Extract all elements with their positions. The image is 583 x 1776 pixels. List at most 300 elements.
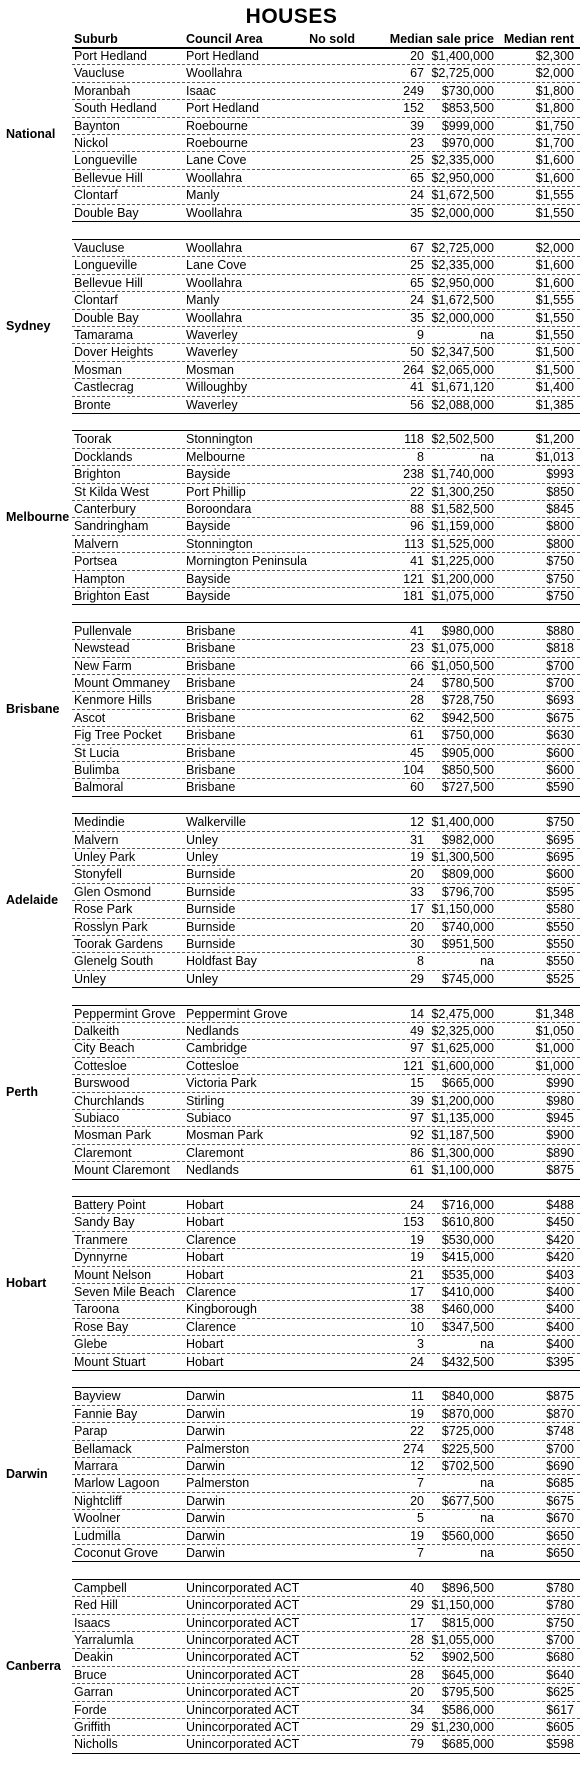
median-sale-price-cell: $1,300,500 — [431, 849, 494, 864]
median-sale-price-cell: $1,300,000 — [431, 1145, 494, 1160]
council-area-cell: Cambridge — [186, 1041, 248, 1056]
median-sale-price-cell: $905,000 — [441, 745, 494, 760]
table-row — [72, 1528, 580, 1545]
council-area-cell: Waverley — [186, 397, 238, 412]
median-rent-cell: $695 — [546, 832, 574, 847]
median-rent-cell: $818 — [546, 641, 574, 656]
no-sold-cell: 25 — [410, 153, 424, 168]
no-sold-cell: 24 — [410, 1354, 424, 1369]
suburb-cell: Longueville — [74, 153, 138, 168]
median-sale-price-cell: $896,500 — [441, 1580, 494, 1595]
median-sale-price-cell: $1,671,120 — [431, 380, 494, 395]
median-rent-cell: $625 — [546, 1685, 574, 1700]
median-rent-cell: $1,750 — [535, 118, 574, 133]
median-sale-price-cell: na — [480, 954, 494, 969]
no-sold-cell: 97 — [410, 1110, 424, 1125]
median-rent-cell: $1,600 — [535, 258, 574, 273]
median-rent-cell: $650 — [546, 1528, 574, 1543]
median-rent-cell: $403 — [546, 1267, 574, 1282]
table-row — [72, 571, 580, 588]
median-rent-cell: $1,555 — [535, 188, 574, 203]
median-sale-price-cell: $1,225,000 — [431, 554, 494, 569]
council-area-cell: Willoughby — [186, 380, 248, 395]
median-rent-cell: $748 — [546, 1424, 574, 1439]
table-row — [72, 1075, 580, 1092]
council-area-cell: Darwin — [186, 1511, 225, 1526]
no-sold-cell: 28 — [410, 1632, 424, 1647]
suburb-cell: Rose Bay — [74, 1319, 129, 1334]
median-rent-cell: $1,600 — [535, 275, 574, 290]
council-area-cell: Darwin — [186, 1545, 225, 1560]
no-sold-cell: 41 — [410, 554, 424, 569]
suburb-cell: Dynnyrne — [74, 1250, 128, 1265]
table-row — [72, 1110, 580, 1127]
no-sold-cell: 86 — [410, 1145, 424, 1160]
table-row — [72, 1632, 580, 1649]
suburb-cell: Bellevue Hill — [74, 275, 143, 290]
median-rent-cell: $630 — [546, 728, 574, 743]
median-sale-price-cell: $728,750 — [441, 693, 494, 708]
suburb-cell: Clontarf — [74, 293, 118, 308]
suburb-cell: St Kilda West — [74, 484, 149, 499]
no-sold-cell: 14 — [410, 1006, 424, 1021]
no-sold-cell: 152 — [403, 101, 424, 116]
suburb-cell: Rose Park — [74, 902, 133, 917]
median-rent-cell: $1,550 — [535, 327, 574, 342]
median-sale-price-cell: $951,500 — [441, 936, 494, 951]
median-rent-cell: $1,600 — [535, 170, 574, 185]
council-area-cell: Lane Cove — [186, 153, 247, 168]
median-sale-price-cell: $1,135,000 — [431, 1110, 494, 1125]
median-sale-price-cell: $685,000 — [441, 1737, 494, 1752]
suburb-cell: Toorak Gardens — [74, 936, 163, 951]
no-sold-cell: 29 — [410, 1598, 424, 1613]
council-area-cell: Brisbane — [186, 693, 236, 708]
suburb-cell: Longueville — [74, 258, 138, 273]
no-sold-cell: 62 — [410, 710, 424, 725]
suburb-cell: Glebe — [74, 1337, 108, 1352]
suburb-cell: Port Hedland — [74, 49, 147, 63]
council-area-cell: Cottesloe — [186, 1058, 239, 1073]
table-row — [72, 658, 580, 675]
council-area-cell: Mosman — [186, 362, 234, 377]
no-sold-cell: 29 — [410, 1719, 424, 1734]
suburb-cell: Canterbury — [74, 501, 136, 516]
no-sold-cell: 121 — [403, 1058, 424, 1073]
table-row — [72, 83, 580, 100]
council-area-cell: Subiaco — [186, 1110, 232, 1125]
region-rows — [72, 1006, 580, 1180]
council-area-cell: Clarence — [186, 1232, 237, 1247]
no-sold-cell: 22 — [410, 1424, 424, 1439]
median-rent-cell: $1,800 — [535, 83, 574, 98]
council-area-cell: Brisbane — [186, 641, 236, 656]
council-area-cell: Palmerston — [186, 1441, 250, 1456]
council-area-cell: Nedlands — [186, 1163, 239, 1178]
council-area-cell: Brisbane — [186, 762, 236, 777]
suburb-cell: Moranbah — [74, 83, 131, 98]
no-sold-cell: 50 — [410, 345, 424, 360]
suburb-cell: Marlow Lagoon — [74, 1476, 160, 1491]
median-rent-cell: $400 — [546, 1284, 574, 1299]
council-area-cell: Brisbane — [186, 675, 236, 690]
suburb-cell: Vaucluse — [74, 66, 125, 81]
median-rent-cell: $1,800 — [535, 101, 574, 116]
median-rent-cell: $1,550 — [535, 310, 574, 325]
suburb-cell: Sandy Bay — [74, 1215, 135, 1230]
no-sold-cell: 67 — [410, 66, 424, 81]
median-sale-price-cell: $2,065,000 — [431, 362, 494, 377]
suburb-cell: Claremont — [74, 1145, 132, 1160]
median-sale-price-cell: $809,000 — [441, 867, 494, 882]
council-area-cell: Hobart — [186, 1354, 224, 1369]
no-sold-cell: 24 — [410, 675, 424, 690]
no-sold-cell: 29 — [410, 971, 424, 986]
table-row — [72, 1301, 580, 1318]
table-row — [72, 1162, 580, 1179]
no-sold-cell: 12 — [410, 815, 424, 830]
suburb-cell: Glen Osmond — [74, 884, 152, 899]
council-area-cell: Unincorporated ACT — [186, 1667, 300, 1682]
region-rows — [72, 48, 580, 222]
region-label: Hobart — [6, 1276, 47, 1290]
median-sale-price-cell: na — [480, 1476, 494, 1491]
median-sale-price-cell: $530,000 — [441, 1232, 494, 1247]
median-rent-cell: $550 — [546, 936, 574, 951]
median-sale-price-cell: $702,500 — [441, 1458, 494, 1473]
median-sale-price-cell: $1,100,000 — [431, 1163, 494, 1178]
no-sold-cell: 65 — [410, 275, 424, 290]
median-sale-price-cell: $432,500 — [441, 1354, 494, 1369]
median-rent-cell: $875 — [546, 1163, 574, 1178]
no-sold-cell: 61 — [410, 728, 424, 743]
table-row — [72, 1649, 580, 1666]
median-sale-price-cell: $1,525,000 — [431, 536, 494, 551]
table-row — [72, 1458, 580, 1475]
council-area-cell: Unincorporated ACT — [186, 1702, 300, 1717]
table-row — [72, 65, 580, 82]
no-sold-cell: 19 — [410, 1406, 424, 1421]
median-sale-price-cell: $796,700 — [441, 884, 494, 899]
table-row — [72, 1145, 580, 1162]
median-rent-cell: $395 — [546, 1354, 574, 1369]
column-header-council-area: Council Area — [186, 32, 263, 46]
median-rent-cell: $598 — [546, 1737, 574, 1752]
table-row — [72, 240, 580, 257]
median-rent-cell: $400 — [546, 1302, 574, 1317]
no-sold-cell: 45 — [410, 745, 424, 760]
median-sale-price-cell: $725,000 — [441, 1424, 494, 1439]
median-rent-cell: $595 — [546, 884, 574, 899]
median-rent-cell: $700 — [546, 1441, 574, 1456]
council-area-cell: Bayside — [186, 519, 231, 534]
table-row — [72, 971, 580, 988]
council-area-cell: Unincorporated ACT — [186, 1580, 300, 1595]
median-rent-cell: $580 — [546, 902, 574, 917]
median-sale-price-cell: $415,000 — [441, 1250, 494, 1265]
council-area-cell: Walkerville — [186, 815, 246, 830]
table-row — [72, 675, 580, 692]
council-area-cell: Manly — [186, 293, 220, 308]
region-label: Canberra — [6, 1658, 61, 1673]
region-label: Melbourne — [6, 510, 70, 525]
suburb-cell: Ascot — [74, 710, 106, 725]
table-row — [72, 484, 580, 501]
council-area-cell: Burnside — [186, 919, 236, 934]
median-rent-cell: $700 — [546, 675, 574, 690]
suburb-cell: Glenelg South — [74, 954, 154, 969]
region-label: Sydney — [6, 319, 51, 333]
suburb-cell: Nightcliff — [74, 1493, 122, 1508]
suburb-cell: Bayview — [74, 1389, 121, 1404]
region-rows — [72, 431, 580, 605]
suburb-cell: Bronte — [74, 397, 111, 412]
median-rent-cell: $1,550 — [535, 205, 574, 220]
suburb-cell: Medindie — [74, 815, 125, 830]
median-sale-price-cell: $730,000 — [441, 83, 494, 98]
region-label: National — [6, 127, 56, 141]
median-rent-cell: $880 — [546, 623, 574, 638]
median-rent-cell: $750 — [546, 1615, 574, 1630]
council-area-cell: Unincorporated ACT — [186, 1615, 300, 1630]
median-sale-price-cell: $2,725,000 — [431, 241, 494, 255]
median-rent-cell: $600 — [546, 762, 574, 777]
suburb-cell: Double Bay — [74, 310, 139, 325]
table-row — [72, 1493, 580, 1510]
council-area-cell: Mosman Park — [186, 1128, 264, 1143]
median-rent-cell: $845 — [546, 501, 574, 516]
table-row — [72, 1093, 580, 1110]
table-row — [72, 397, 580, 414]
council-area-cell: Hobart — [186, 1215, 224, 1230]
table-row — [72, 275, 580, 292]
council-area-cell: Woollahra — [186, 310, 243, 325]
median-rent-cell: $420 — [546, 1250, 574, 1265]
suburb-cell: St Lucia — [74, 745, 120, 760]
median-sale-price-cell: $982,000 — [441, 832, 494, 847]
no-sold-cell: 20 — [410, 919, 424, 934]
suburb-cell: Mount Stuart — [74, 1354, 146, 1369]
median-sale-price-cell: $560,000 — [441, 1528, 494, 1543]
suburb-cell: Toorak — [74, 432, 112, 447]
median-sale-price-cell: $2,335,000 — [431, 153, 494, 168]
suburb-cell: Griffith — [74, 1719, 111, 1734]
no-sold-cell: 96 — [410, 519, 424, 534]
median-sale-price-cell: $1,600,000 — [431, 1058, 494, 1073]
suburb-cell: Castlecrag — [74, 380, 134, 395]
table-row — [72, 1702, 580, 1719]
suburb-cell: Cottesloe — [74, 1058, 127, 1073]
suburb-cell: Tamarama — [74, 327, 134, 342]
median-sale-price-cell: $850,500 — [441, 762, 494, 777]
table-row — [72, 1406, 580, 1423]
suburb-cell: Forde — [74, 1702, 107, 1717]
council-area-cell: Woollahra — [186, 66, 243, 81]
no-sold-cell: 17 — [410, 1615, 424, 1630]
suburb-cell: Peppermint Grove — [74, 1006, 176, 1021]
table-row — [72, 1719, 580, 1736]
median-rent-cell: $1,400 — [535, 380, 574, 395]
median-sale-price-cell: $1,740,000 — [431, 467, 494, 482]
suburb-cell: Parap — [74, 1424, 108, 1439]
table-row — [72, 866, 580, 883]
suburb-cell: Baynton — [74, 118, 120, 133]
median-sale-price-cell: $677,500 — [441, 1493, 494, 1508]
council-area-cell: Mornington Peninsula — [186, 554, 307, 569]
median-rent-cell: $1,700 — [535, 135, 574, 150]
suburb-cell: Dover Heights — [74, 345, 154, 360]
no-sold-cell: 60 — [410, 780, 424, 795]
no-sold-cell: 19 — [410, 1528, 424, 1543]
median-rent-cell: $693 — [546, 693, 574, 708]
suburb-cell: Newstead — [74, 641, 130, 656]
table-row — [72, 1684, 580, 1701]
table-row — [72, 623, 580, 640]
suburb-cell: Deakin — [74, 1650, 113, 1665]
council-area-cell: Woollahra — [186, 170, 243, 185]
no-sold-cell: 8 — [417, 954, 424, 969]
median-rent-cell: $870 — [546, 1406, 574, 1421]
suburb-cell: Kenmore Hills — [74, 693, 152, 708]
suburb-cell: Vaucluse — [74, 241, 125, 255]
median-sale-price-cell: $1,582,500 — [431, 501, 494, 516]
council-area-cell: Isaac — [186, 83, 216, 98]
median-sale-price-cell: na — [480, 1511, 494, 1526]
median-rent-cell: $2,000 — [535, 241, 574, 255]
council-area-cell: Darwin — [186, 1389, 225, 1404]
council-area-cell: Kingborough — [186, 1302, 257, 1317]
median-sale-price-cell: $2,502,500 — [431, 432, 494, 447]
median-sale-price-cell: na — [480, 449, 494, 464]
median-rent-cell: $400 — [546, 1319, 574, 1334]
median-sale-price-cell: $1,187,500 — [431, 1128, 494, 1143]
column-headers — [0, 31, 583, 48]
no-sold-cell: 31 — [410, 832, 424, 847]
no-sold-cell: 41 — [410, 380, 424, 395]
council-area-cell: Hobart — [186, 1337, 224, 1352]
median-sale-price-cell: $410,000 — [441, 1284, 494, 1299]
median-sale-price-cell: $1,200,000 — [431, 571, 494, 586]
suburb-cell: Battery Point — [74, 1198, 146, 1212]
table-row — [72, 379, 580, 396]
table-row — [72, 135, 580, 152]
council-area-cell: Brisbane — [186, 658, 236, 673]
council-area-cell: Hobart — [186, 1250, 224, 1265]
table-row — [72, 1354, 580, 1371]
region-rows — [72, 1580, 580, 1754]
table-row — [72, 779, 580, 796]
median-rent-cell: $675 — [546, 710, 574, 725]
table-row — [72, 884, 580, 901]
median-sale-price-cell: $740,000 — [441, 919, 494, 934]
median-sale-price-cell: $2,950,000 — [431, 275, 494, 290]
suburb-cell: Mosman Park — [74, 1128, 152, 1143]
no-sold-cell: 20 — [410, 867, 424, 882]
median-sale-price-cell: $727,500 — [441, 780, 494, 795]
median-rent-cell: $875 — [546, 1389, 574, 1404]
suburb-cell: Malvern — [74, 832, 119, 847]
no-sold-cell: 24 — [410, 1198, 424, 1212]
table-row — [72, 1336, 580, 1353]
median-sale-price-cell: $2,347,500 — [431, 345, 494, 360]
no-sold-cell: 24 — [410, 293, 424, 308]
median-sale-price-cell: $853,500 — [441, 101, 494, 116]
no-sold-cell: 181 — [403, 588, 424, 603]
region-label: Perth — [6, 1084, 38, 1099]
region-rows — [72, 814, 580, 988]
median-sale-price-cell: $586,000 — [441, 1702, 494, 1717]
median-sale-price-cell: $745,000 — [441, 971, 494, 986]
no-sold-cell: 23 — [410, 641, 424, 656]
median-sale-price-cell: $1,672,500 — [431, 293, 494, 308]
suburb-cell: Mosman — [74, 362, 122, 377]
suburb-cell: Campbell — [74, 1580, 127, 1595]
median-sale-price-cell: $1,200,000 — [431, 1093, 494, 1108]
table-row — [72, 1006, 580, 1023]
council-area-cell: Holdfast Bay — [186, 954, 257, 969]
council-area-cell: Darwin — [186, 1528, 225, 1543]
median-rent-cell: $850 — [546, 484, 574, 499]
council-area-cell: Port Hedland — [186, 49, 259, 63]
suburb-cell: Balmoral — [74, 780, 124, 795]
council-area-cell: Unley — [186, 849, 218, 864]
council-area-cell: Port Phillip — [186, 484, 246, 499]
suburb-cell: Malvern — [74, 536, 119, 551]
table-row — [72, 953, 580, 970]
no-sold-cell: 113 — [404, 536, 424, 551]
median-rent-cell: $2,000 — [535, 66, 574, 81]
table-row — [72, 449, 580, 466]
suburb-cell: Red Hill — [74, 1598, 118, 1613]
suburb-cell: Pullenvale — [74, 623, 132, 638]
median-rent-cell: $700 — [546, 658, 574, 673]
suburb-cell: Nickol — [74, 135, 109, 150]
median-rent-cell: $550 — [546, 919, 574, 934]
no-sold-cell: 3 — [417, 1337, 424, 1352]
median-sale-price-cell: $645,000 — [441, 1667, 494, 1682]
table-row — [72, 466, 580, 483]
suburb-cell: Tranmere — [74, 1232, 128, 1247]
median-sale-price-cell: $2,725,000 — [431, 66, 494, 81]
council-area-cell: Unincorporated ACT — [186, 1737, 300, 1752]
council-area-cell: Brisbane — [186, 745, 236, 760]
council-area-cell: Stonnington — [186, 536, 253, 551]
median-rent-cell: $525 — [546, 971, 574, 986]
council-area-cell: Unincorporated ACT — [186, 1719, 300, 1734]
region-rows — [72, 623, 580, 797]
median-sale-price-cell: $1,075,000 — [431, 641, 494, 656]
median-sale-price-cell: $2,088,000 — [431, 397, 494, 412]
median-sale-price-cell: $1,075,000 — [431, 588, 494, 603]
median-sale-price-cell: na — [480, 1337, 494, 1352]
no-sold-cell: 9 — [417, 327, 424, 342]
median-rent-cell: $1,000 — [535, 1041, 574, 1056]
suburb-cell: Churchlands — [74, 1093, 145, 1108]
suburb-cell: Fig Tree Pocket — [74, 728, 162, 743]
table-row — [72, 1580, 580, 1597]
median-rent-cell: $1,200 — [535, 432, 574, 447]
suburb-cell: Unley — [74, 971, 106, 986]
no-sold-cell: 22 — [410, 484, 424, 499]
table-row — [72, 1475, 580, 1492]
council-area-cell: Woollahra — [186, 241, 243, 255]
council-area-cell: Palmerston — [186, 1476, 250, 1491]
region-rows — [72, 1388, 580, 1562]
suburb-cell: Mount Ommaney — [74, 675, 170, 690]
suburb-cell: South Hedland — [74, 101, 157, 116]
median-rent-cell: $1,500 — [535, 362, 574, 377]
suburb-cell: Woolner — [74, 1511, 121, 1526]
